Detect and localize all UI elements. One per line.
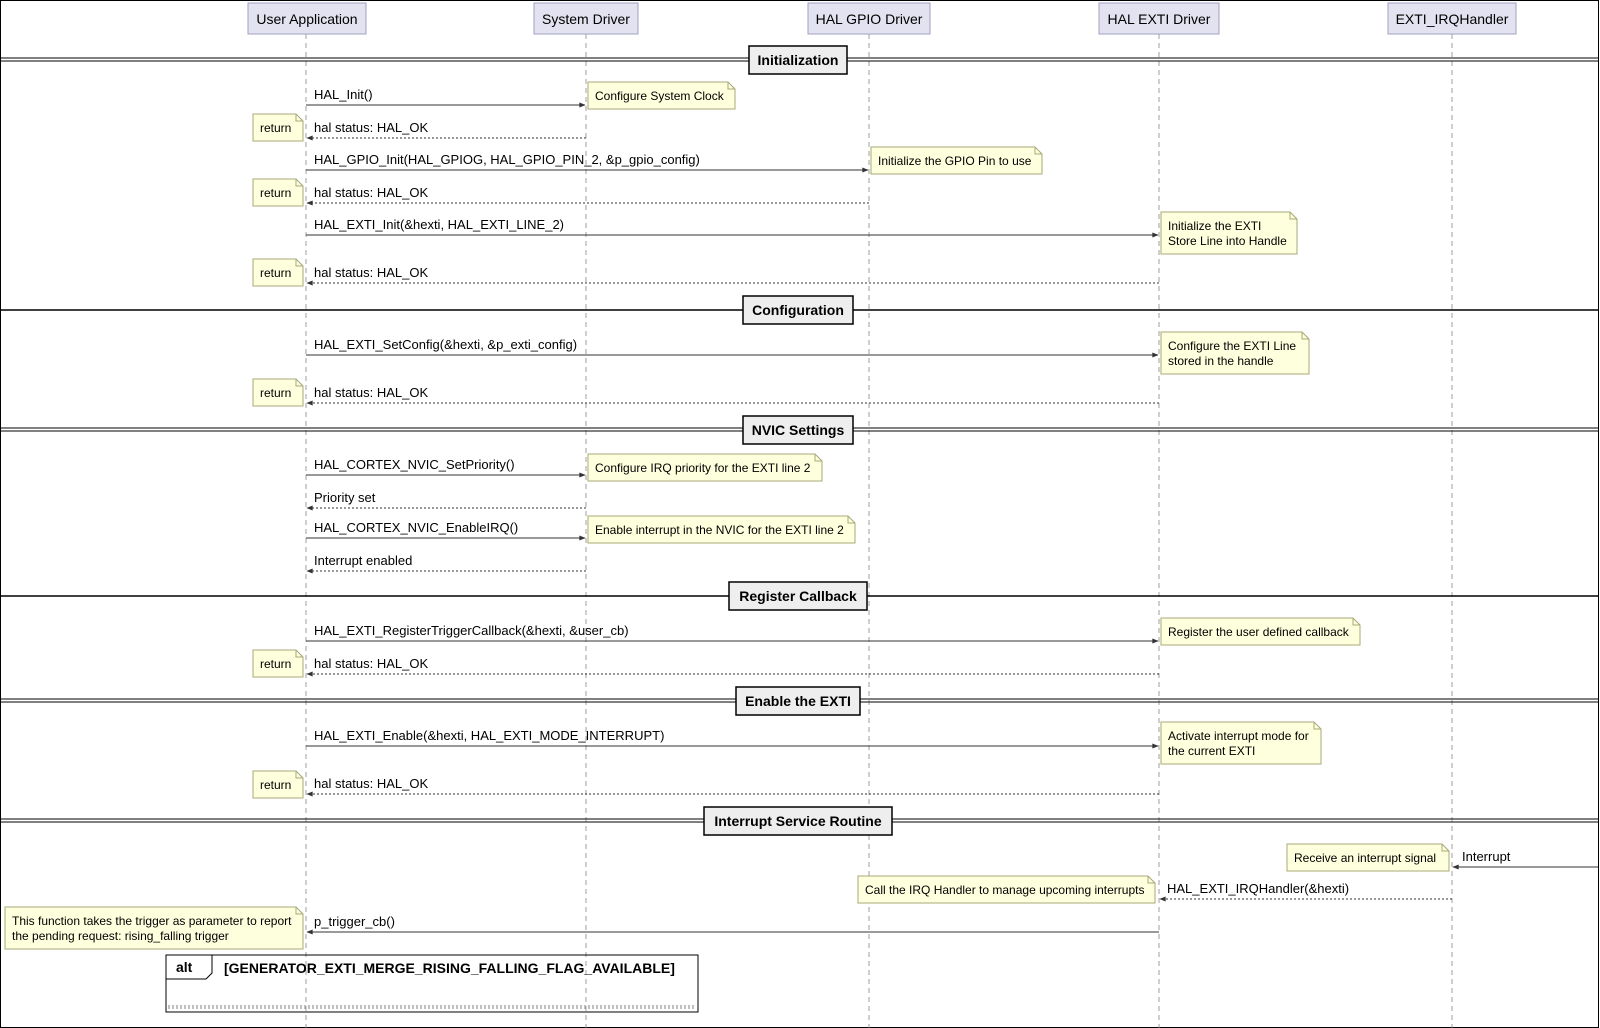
note-text: return [260, 778, 292, 792]
note-text: stored in the handle [1168, 354, 1274, 368]
participant-label: User Application [256, 11, 358, 27]
message-label: hal status: HAL_OK [314, 185, 429, 200]
note-text: the current EXTI [1168, 744, 1256, 758]
note-text: return [260, 266, 292, 280]
note-text: Register the user defined callback [1168, 625, 1349, 639]
note-text: Receive an interrupt signal [1294, 851, 1437, 865]
note [871, 147, 1042, 174]
message-label: HAL_EXTI_Enable(&hexti, HAL_EXTI_MODE_INTERRUPT) [314, 728, 665, 743]
note-text: the pending request: rising_falling trigger [12, 929, 229, 943]
section-title: Interrupt Service Routine [714, 813, 882, 829]
message-label: HAL_CORTEX_NVIC_EnableIRQ() [314, 520, 519, 535]
note-text: Initialize the GPIO Pin to use [878, 154, 1032, 168]
message-label: HAL_EXTI_Init(&hexti, HAL_EXTI_LINE_2) [314, 217, 565, 232]
participant-user [248, 3, 366, 34]
note [5, 907, 303, 949]
message-label: HAL_EXTI_RegisterTriggerCallback(&hexti, &user_cb) [314, 623, 629, 638]
note-text: Call the IRQ Handler to manage upcoming interrupts [865, 883, 1145, 897]
note [253, 771, 303, 798]
participant-label: HAL EXTI Driver [1107, 11, 1211, 27]
note-text: return [260, 657, 292, 671]
message-label: Interrupt [1462, 849, 1511, 864]
note [253, 650, 303, 677]
participant-label: EXTI_IRQHandler [1395, 11, 1509, 27]
note [253, 379, 303, 406]
participant-label: System Driver [542, 11, 630, 27]
note [588, 82, 735, 109]
section-title: NVIC Settings [751, 422, 845, 438]
message-label: HAL_GPIO_Init(HAL_GPIOG, HAL_GPIO_PIN_2, &p_gpio_config) [314, 152, 700, 167]
note [253, 114, 303, 141]
message-label: HAL_EXTI_IRQHandler(&hexti) [1167, 881, 1350, 896]
note [1287, 844, 1449, 871]
message-label: hal status: HAL_OK [314, 776, 429, 791]
section-title: Initialization [757, 52, 839, 68]
section-title: Register Callback [739, 588, 857, 604]
note [858, 876, 1155, 903]
note-text: Store Line into Handle [1168, 234, 1287, 248]
note-text: return [260, 121, 292, 135]
message-label: Interrupt enabled [314, 553, 413, 568]
note [588, 516, 855, 543]
note [1161, 618, 1360, 645]
message-label: hal status: HAL_OK [314, 120, 429, 135]
message-label: hal status: HAL_OK [314, 385, 429, 400]
section-title: Enable the EXTI [745, 693, 851, 709]
participant-label: HAL GPIO Driver [815, 11, 923, 27]
message-label: HAL_Init() [314, 87, 373, 102]
note [1161, 212, 1297, 254]
note-text: Enable interrupt in the NVIC for the EXTI line 2 [595, 523, 844, 537]
participant-sys [534, 3, 638, 34]
message-label: Priority set [314, 490, 376, 505]
alt-condition: [GENERATOR_EXTI_MERGE_RISING_FALLING_FLAG_AVAILABLE] [224, 960, 675, 976]
note [253, 179, 303, 206]
message-label: p_trigger_cb() [314, 914, 395, 929]
note [1161, 332, 1309, 374]
diagram-frame [1, 1, 1599, 1028]
participant-gpio [808, 3, 930, 34]
note-text: Configure IRQ priority for the EXTI line 2 [595, 461, 811, 475]
note-text: Activate interrupt mode for [1168, 729, 1309, 743]
alt-keyword: alt [176, 959, 193, 975]
note-text: Configure the EXTI Line [1168, 339, 1297, 353]
note [588, 454, 822, 481]
message-label: HAL_CORTEX_NVIC_SetPriority() [314, 457, 515, 472]
message-label: HAL_EXTI_SetConfig(&hexti, &p_exti_config) [314, 337, 578, 352]
participant-exti [1099, 3, 1219, 34]
note-text: return [260, 186, 292, 200]
message-label: hal status: HAL_OK [314, 265, 429, 280]
message-label: hal status: HAL_OK [314, 656, 429, 671]
note-text: Configure System Clock [595, 89, 724, 103]
participant-irq [1388, 3, 1516, 34]
note [1161, 722, 1321, 764]
note [253, 259, 303, 286]
note-text: This function takes the trigger as parameter to report [12, 914, 292, 928]
section-title: Configuration [752, 302, 844, 318]
note-text: return [260, 386, 292, 400]
note-text: Initialize the EXTI [1168, 219, 1262, 233]
